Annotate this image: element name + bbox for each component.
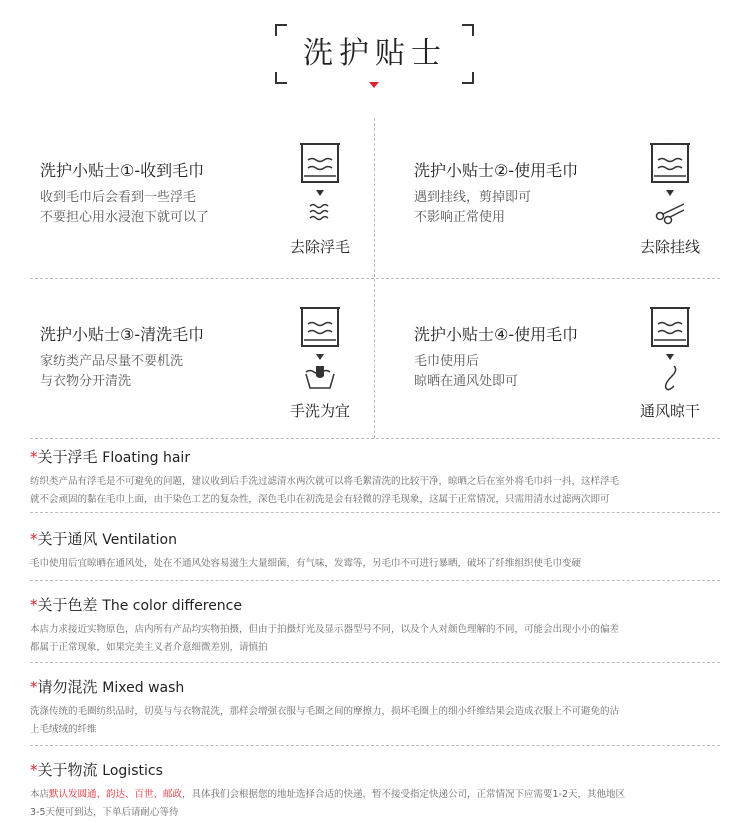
- tip-desc-line: 不影响正常使用: [414, 210, 506, 225]
- header: [0, 0, 750, 100]
- note-title-en: Mixed wash: [102, 680, 185, 696]
- logistics-prefix: 本店: [30, 789, 50, 800]
- tip-desc-line: 遇到挂线，剪掉即可: [414, 190, 532, 205]
- tip-title: 洗护小贴士②-使用毛巾: [414, 161, 579, 180]
- note-line: [30, 786, 720, 804]
- note-title-cn: 关于色差: [37, 596, 98, 614]
- note-line: 洗涤传统的毛圈纺织品时，切莫与与衣物混洗，那样会增强衣服与毛圈之间的摩擦力，损坏毛圈上的细小纤维结果会造成衣服上不可避免的沾: [30, 706, 620, 717]
- red-triangle-icon: [369, 82, 379, 88]
- note-text: [30, 621, 720, 657]
- note-mixed-wash: [30, 676, 720, 739]
- note-line: 就不会顽固的黏在毛巾上面，由于染色工艺的复杂性，深色毛巾在初洗是会有轻微的浮毛现象，这属于正常情况，只需用清水过滤两次即可: [30, 494, 610, 505]
- divider: [30, 745, 720, 746]
- tip-desc-line: 收到毛巾后会看到一些浮毛: [40, 190, 197, 205]
- note-title-cn: 请勿混洗: [37, 678, 98, 696]
- tip-desc: [414, 352, 518, 392]
- note-title-cn: 关于物流: [37, 761, 98, 779]
- note-line: 毛巾使用后宜晾晒在通风处，处在不通风处容易滋生大量细菌，有气味，发霉等，另毛巾不可进行暴晒，破坏了纤维组织使毛巾变硬: [30, 558, 582, 569]
- logistics-carriers: 默认发圆通、韵达、百世、邮政: [49, 789, 183, 800]
- note-title-cn: 关于浮毛: [37, 448, 98, 466]
- red-asterisk: *: [30, 761, 38, 779]
- note-title: [30, 446, 720, 467]
- divider: [30, 438, 720, 439]
- note-title-cn: 关于通风: [37, 530, 98, 548]
- note-title: [30, 759, 720, 780]
- note-text: [30, 473, 720, 509]
- tip-desc: [40, 188, 209, 228]
- note-color-difference: [30, 594, 720, 657]
- note-line: 3-5天便可到达，下单后请耐心等待: [30, 807, 179, 818]
- note-ventilation: [30, 528, 720, 573]
- tip-desc-line: 与衣物分开清洗: [40, 374, 132, 389]
- tip-caption: 手洗为宜: [289, 402, 350, 420]
- red-asterisk: *: [30, 678, 38, 696]
- tip-desc: [40, 352, 183, 392]
- tip-desc-line: 不要担心用水浸泡下就可以了: [40, 210, 210, 225]
- tip-desc: [414, 188, 531, 228]
- tip-desc-line: 家纺类产品尽量不要机洗: [40, 354, 184, 369]
- note-text: [30, 555, 720, 573]
- towel-scissors-icon: [640, 140, 700, 230]
- note-text: [30, 786, 720, 822]
- tip-caption: 去除浮毛: [289, 238, 350, 256]
- note-logistics: [30, 759, 720, 822]
- towel-water-icon: [290, 140, 350, 230]
- page-title: 洗护贴士: [303, 36, 447, 71]
- note-title-en: Logistics: [102, 763, 163, 779]
- note-title: [30, 594, 720, 615]
- tip-card-1: [40, 158, 370, 308]
- logistics-rest: ，具体我们会根据您的地址选择合适的快递，暂不接受指定快递公司，正常情况下应需要1-2天，其他地区: [182, 789, 626, 800]
- tip-card-2: [414, 158, 720, 308]
- tip-title: 洗护小贴士④-使用毛巾: [414, 325, 579, 344]
- note-title-en: Floating hair: [102, 450, 191, 466]
- red-asterisk: *: [30, 448, 38, 466]
- red-asterisk: *: [30, 596, 38, 614]
- note-title-en: Ventilation: [102, 532, 177, 548]
- tip-desc-line: 晾晒在通风处即可: [414, 374, 519, 389]
- towel-handwash-icon: [290, 304, 350, 394]
- divider: [30, 512, 720, 513]
- note-title: [30, 528, 720, 549]
- note-line: 都属于正常现象，如果完美主义者介意细微差别，请慎拍: [30, 642, 268, 653]
- divider: [30, 580, 720, 581]
- note-line: 上毛绒绒的纤维: [30, 724, 97, 735]
- tip-caption: 去除挂线: [639, 238, 700, 256]
- note-text: [30, 703, 720, 739]
- tip-title: 洗护小贴士①-收到毛巾: [40, 161, 205, 180]
- red-asterisk: *: [30, 530, 38, 548]
- note-line: 纺织类产品有浮毛是不可避免的问题，建议收到后手洗过滤清水两次就可以将毛絮清洗的比较干净，晾晒之后在室外将毛巾抖一抖，这样浮毛: [30, 476, 620, 487]
- note-title: [30, 676, 720, 697]
- tip-title: 洗护小贴士③-清洗毛巾: [40, 325, 205, 344]
- note-floating-hair: [30, 446, 720, 509]
- note-line: 本店力求接近实物原色，店内所有产品均实物拍摄，但由于拍摄灯光及显示器型号不同，以及个人对颜色理解的不同，可能会出现小小的偏差: [30, 624, 620, 635]
- note-title-en: The color difference: [102, 598, 242, 614]
- divider: [30, 662, 720, 663]
- towel-hanger-icon: [640, 304, 700, 394]
- tip-caption: 通风晾干: [639, 402, 700, 420]
- tip-desc-line: 毛巾使用后: [414, 354, 480, 369]
